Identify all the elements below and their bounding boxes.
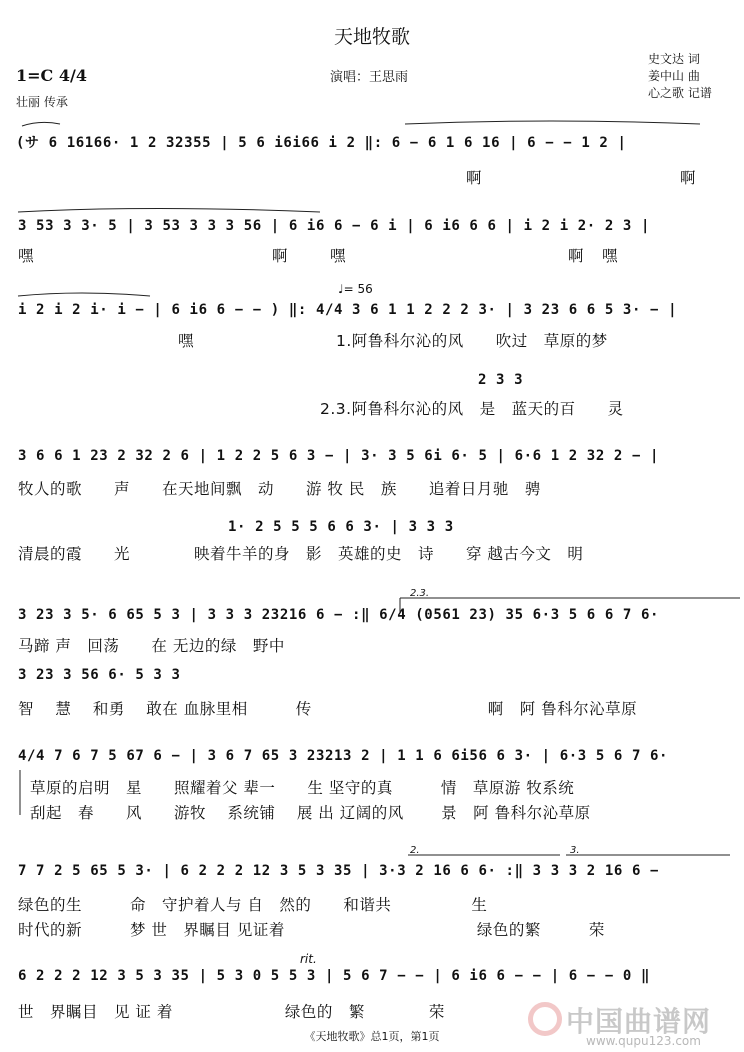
lyric-line: 啊 (272, 247, 289, 265)
lyric-line: 1.阿鲁科尔沁的风 吹过 草原的梦 (336, 332, 608, 350)
notation-row: 1· 2 5 5 5 6 6 3· | 3 3 3 (228, 519, 454, 535)
lyric-line: 马蹄 声 回荡 在 无边的绿 野中 (18, 637, 285, 655)
lyric-line: 嘿 (330, 247, 347, 265)
singer-label: 演唱：王思雨 (330, 70, 409, 85)
lyric-line: 嘿 (602, 247, 619, 265)
notation-row: 4/4 7 6 7 5 67 6 − | 3 6 7 65 3 23213 2 | 1 1 6 6i56 6 3· | 6·3 5 6 7 6· (18, 748, 669, 764)
lyric-line: 时代的新 梦 世 界瞩目 见证着 绿色的繁 荣 (18, 921, 605, 939)
tempo-mark: ♩= 56 (338, 282, 373, 296)
page-footer: 《天地牧歌》总1页，第1页 (304, 1030, 440, 1043)
notation-row: 6 2 2 2 12 3 5 3 35 | 5 3 0 5 5 3 | 5 6 7 − − | 6 i6 6 − − | 6 − − 0 ‖ (18, 968, 651, 984)
notation-row: (サ 6 16166· 1 2 32355 | 5 6 i6i66 i 2 ‖: 6 − 6 1 6 16 | 6 − − 1 2 | (16, 135, 627, 151)
volta-marker-2: 2. (410, 845, 420, 856)
style-label: 壮丽 传承 (16, 95, 68, 109)
notation-row: 3 6 6 1 23 2 32 2 6 | 1 2 2 5 6 3 − | 3· 3 5 6i 6· 5 | 6·6 1 2 32 2 − | (18, 448, 660, 464)
notation-row: 3 53 3 3· 5 | 3 53 3 3 3 56 | 6 i6 6 − 6 i | 6 i6 6 6 | i 2 i 2· 2 3 | (18, 218, 651, 234)
lyric-line: 嘿 (18, 247, 35, 265)
lyric-line: 智 慧 和勇 敢在 血脉里相 传 啊 阿 鲁科尔沁草原 (18, 700, 638, 718)
lyric-line: 嘿 (178, 332, 195, 350)
page-title: 天地牧歌 (333, 26, 410, 48)
lyric-line: 刮起 春 风 游牧 系统铺 展 出 辽阔的风 景 阿 鲁科尔沁草原 (30, 804, 591, 822)
notation-row: i 2 i 2 i· i − | 6 i6 6 − − ) ‖: 4/4 3 6 1 1 2 2 2 3· | 3 23 6 6 5 3· − | (18, 302, 678, 318)
lyric-line: 2.3.阿鲁科尔沁的风 是 蓝天的百 灵 (320, 400, 624, 418)
key-signature: 1=C 4/4 (16, 66, 87, 85)
lyricist-credit: 史文达 词 (648, 52, 700, 66)
notation-row: 3 23 3 5· 6 65 5 3 | 3 3 3 23216 6 − :‖ 6/4 (0561 23) 35 6·3 5 6 6 7 6· (18, 607, 660, 623)
ritardando-mark: rit. (300, 952, 317, 966)
notation-row: 2 3 3 (478, 372, 524, 388)
volta-marker-3: 3. (570, 845, 580, 856)
lyric-line: 牧人的歌 声 在天地间飘 动 游 牧 民 族 追着日月驰 骋 (18, 480, 541, 498)
lyric-line: 世 界瞩目 见 证 着 绿色的 繁 荣 (18, 1003, 445, 1021)
lyric-line: 啊 (568, 247, 585, 265)
lyric-line: 绿色的生 命 守护着人与 自 然的 和谐共 生 (18, 896, 488, 914)
notation-row: 7 7 2 5 65 5 3· | 6 2 2 2 12 3 5 3 35 | 3·3 2 16 6 6· :‖ 3 3 3 2 16 6 − (18, 863, 660, 879)
lyric-line: 啊 (466, 169, 483, 187)
watermark-url: www.qupu123.com (586, 1034, 701, 1048)
notation-row: 3 23 3 56 6· 5 3 3 (18, 667, 181, 683)
composer-credit: 姜中山 曲 (648, 69, 700, 83)
volta-marker-23: 2.3. (410, 588, 430, 599)
lyric-line: 啊 (680, 169, 697, 187)
lyric-line: 草原的启明 星 照耀着父 辈一 生 坚守的真 情 草原游 牧系统 (30, 779, 575, 797)
watermark-text: 中国曲谱网 (566, 1005, 712, 1038)
transcriber-credit: 心之歌 记谱 (648, 86, 712, 100)
lyric-line: 清晨的霞 光 映着牛羊的身 影 英雄的史 诗 穿 越古今文 明 (18, 545, 584, 563)
